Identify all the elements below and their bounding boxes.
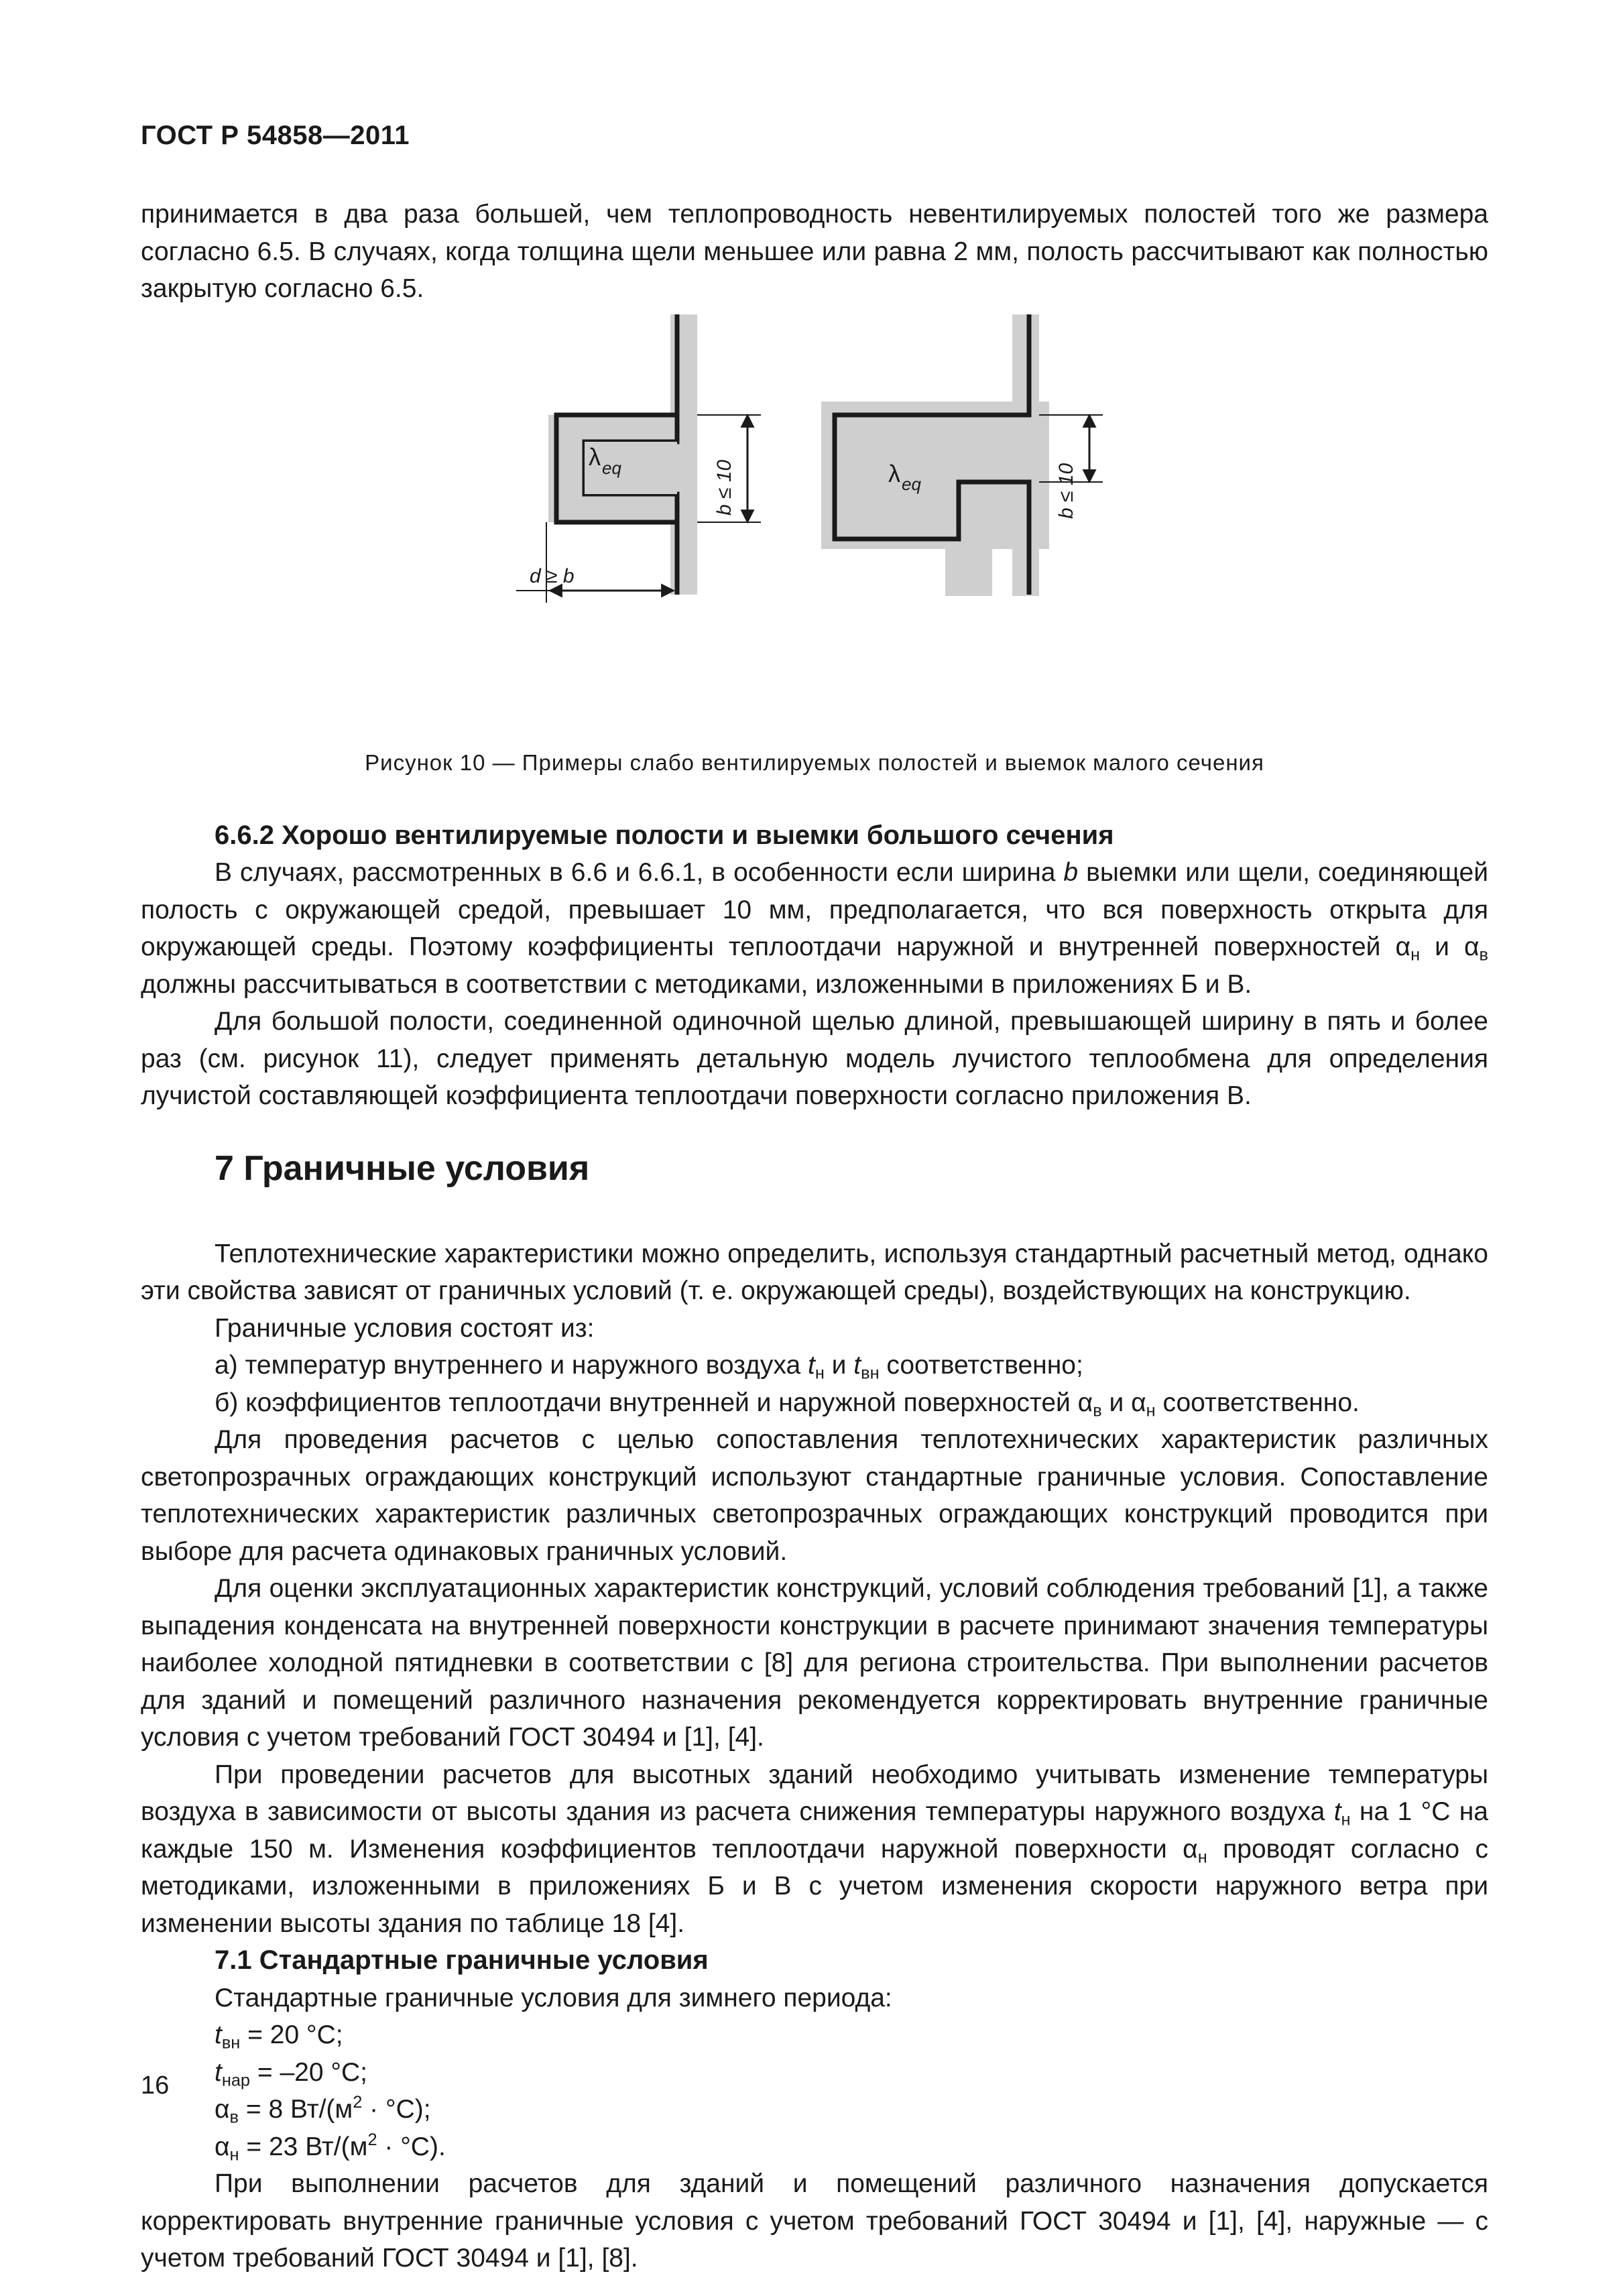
section-7-paragraph-2: Граничные условия состоят из: [215, 1313, 595, 1343]
right-eq-label: eq [902, 473, 921, 494]
document-header: ГОСТ Р 54858—2011 [141, 121, 410, 150]
section-7-1-intro: Стандартные граничные условия для зимнего периода: [215, 1983, 892, 2012]
figure-10 [141, 314, 1488, 757]
section-6-6-2-heading: 6.6.2 Хорошо вентилируемые полости и выемки большого сечения [215, 820, 1114, 850]
intro-paragraph: принимается в два раза большей, чем теплопроводность невентилируемых полостей того же размера согласно 6.5. В случаях, когда толщина щели меньшее или равна 2 мм, полость рассчитывают как полностью закрытую согласно 6.5. [141, 200, 1488, 303]
formula-t-inner: $t_{вн} = 20$ °С; [215, 2020, 343, 2053]
section-6-6-2-paragraph-1: В случаях, рассмотренных в 6.6 и 6.6.1, в особенности если ширина b выемки или щели, соединяющей полость с окружающей средой, превышает 10 мм, предполагается, что вся поверхность открыта для окружающей среды. Поэтому коэффициенты теплоотдачи наружной и внутренней поверхностей $\alpha_н$ и $\alpha_в$ должны рассчитываться в соответствии с методиками, изложенными в приложениях Б и В. [141, 858, 1489, 999]
section-7-heading: 7 Граничные условия [215, 1148, 590, 1188]
section-7-paragraph-1: Теплотехнические характеристики можно определить, используя стандартный расчетный метод, однако эти свойства зависят от граничных условий (т. е. окружающей среды), воздействующих на конструкцию. [141, 1239, 1488, 1305]
page-number: 16 [141, 2071, 170, 2100]
figure-caption: Рисунок 10 — Примеры слабо вентилируемых полостей и выемок малого сечения [365, 749, 1264, 775]
section-7-item-a: а) температур внутреннего и наружного воздуха $t_н$ и $t_{вн}$ соответственно; [215, 1351, 1083, 1383]
left-d-label: d ≥ b [530, 564, 575, 587]
right-b-label: b ≤ 10 [1055, 463, 1077, 519]
section-7-paragraph-5: При проведении расчетов для высотных зданий необходимо учитывать изменение температуры воздуха в зависимости от высоты здания из расчета снижения температуры наружного воздуха $t_н$ на 1 °С на каждые 150 м. Изменения коэффициентов теплоотдачи наружной поверхности $\alpha_н$ проводят согласно с методиками, изложенными в приложениях Б и В с учетом изменения скорости наружного ветра при изменении высоты здания по таблице 18 [4]. [141, 1760, 1489, 1938]
left-eq-label: eq [602, 457, 621, 478]
section-7-paragraph-3: Для проведения расчетов с целью сопоставления теплотехнических характеристик различных светопрозрачных ограждающих конструкций используют стандартные граничные условия. Сопоставление теплотехнических характеристик различных светопрозрачных ограждающих конструкций проводится при выборе для расчета одинаковых граничных условий. [141, 1425, 1488, 1566]
left-cavity-diagram [516, 314, 761, 603]
formula-alpha-outer: $\alpha_н = 23$ $Вт/(м^2 \cdot ^\circ С)$. [215, 2130, 446, 2165]
section-7-1-heading: 7.1 Стандартные граничные условия [215, 1945, 709, 1975]
right-lambda-label: λ [888, 459, 900, 487]
formula-alpha-inner: $\alpha_в = 8$ $Вт/(м^2 \cdot ^\circ С)$; [215, 2092, 431, 2127]
section-7-paragraph-4: Для оценки эксплуатационных характеристик конструкций, условий соблюдения требований [1], а также выпадения конденсата на внутренней поверхности конструкции в расчете принимают значения температуры наиболее холодной пятидневки в соответствии с [8] для региона строительства. При выполнении расчетов для зданий и помещений различного назначения рекомендуется корректировать внутренние граничные условия с учетом требований ГОСТ 30494 и [1], [4]. [141, 1574, 1488, 1752]
page-content [141, 196, 1488, 2277]
section-7-1-final-paragraph: При выполнении расчетов для зданий и помещений различного назначения допускается корректировать внутренние граничные условия с учетом требований ГОСТ 30494 и [1], [4], наружные — с учетом требований ГОСТ 30494 и [1], [8]. [141, 2169, 1488, 2273]
right-cavity-diagram [821, 314, 1103, 596]
formula-t-outer: $t_{нар} = -20$ °С; [215, 2057, 367, 2090]
left-b-label: b ≤ 10 [713, 459, 735, 516]
standard-conditions-list [141, 2016, 1488, 2165]
left-lambda-label: λ [589, 442, 601, 471]
figure-10-diagram [141, 314, 1488, 757]
section-7-item-b: б) коэффициентов теплоотдачи внутренней и наружной поверхностей $\alpha_в$ и $\alpha_н$ соответственно. [215, 1388, 1360, 1421]
section-6-6-2-paragraph-2: Для большой полости, соединенной одиночной щелью длиной, превышающей ширину в пять и более раз (см. рисунок 11), следует применять детальную модель лучистого теплообмена для определения лучистой составляющей коэффициента теплоотдачи поверхности согласно приложения В. [141, 1007, 1488, 1110]
